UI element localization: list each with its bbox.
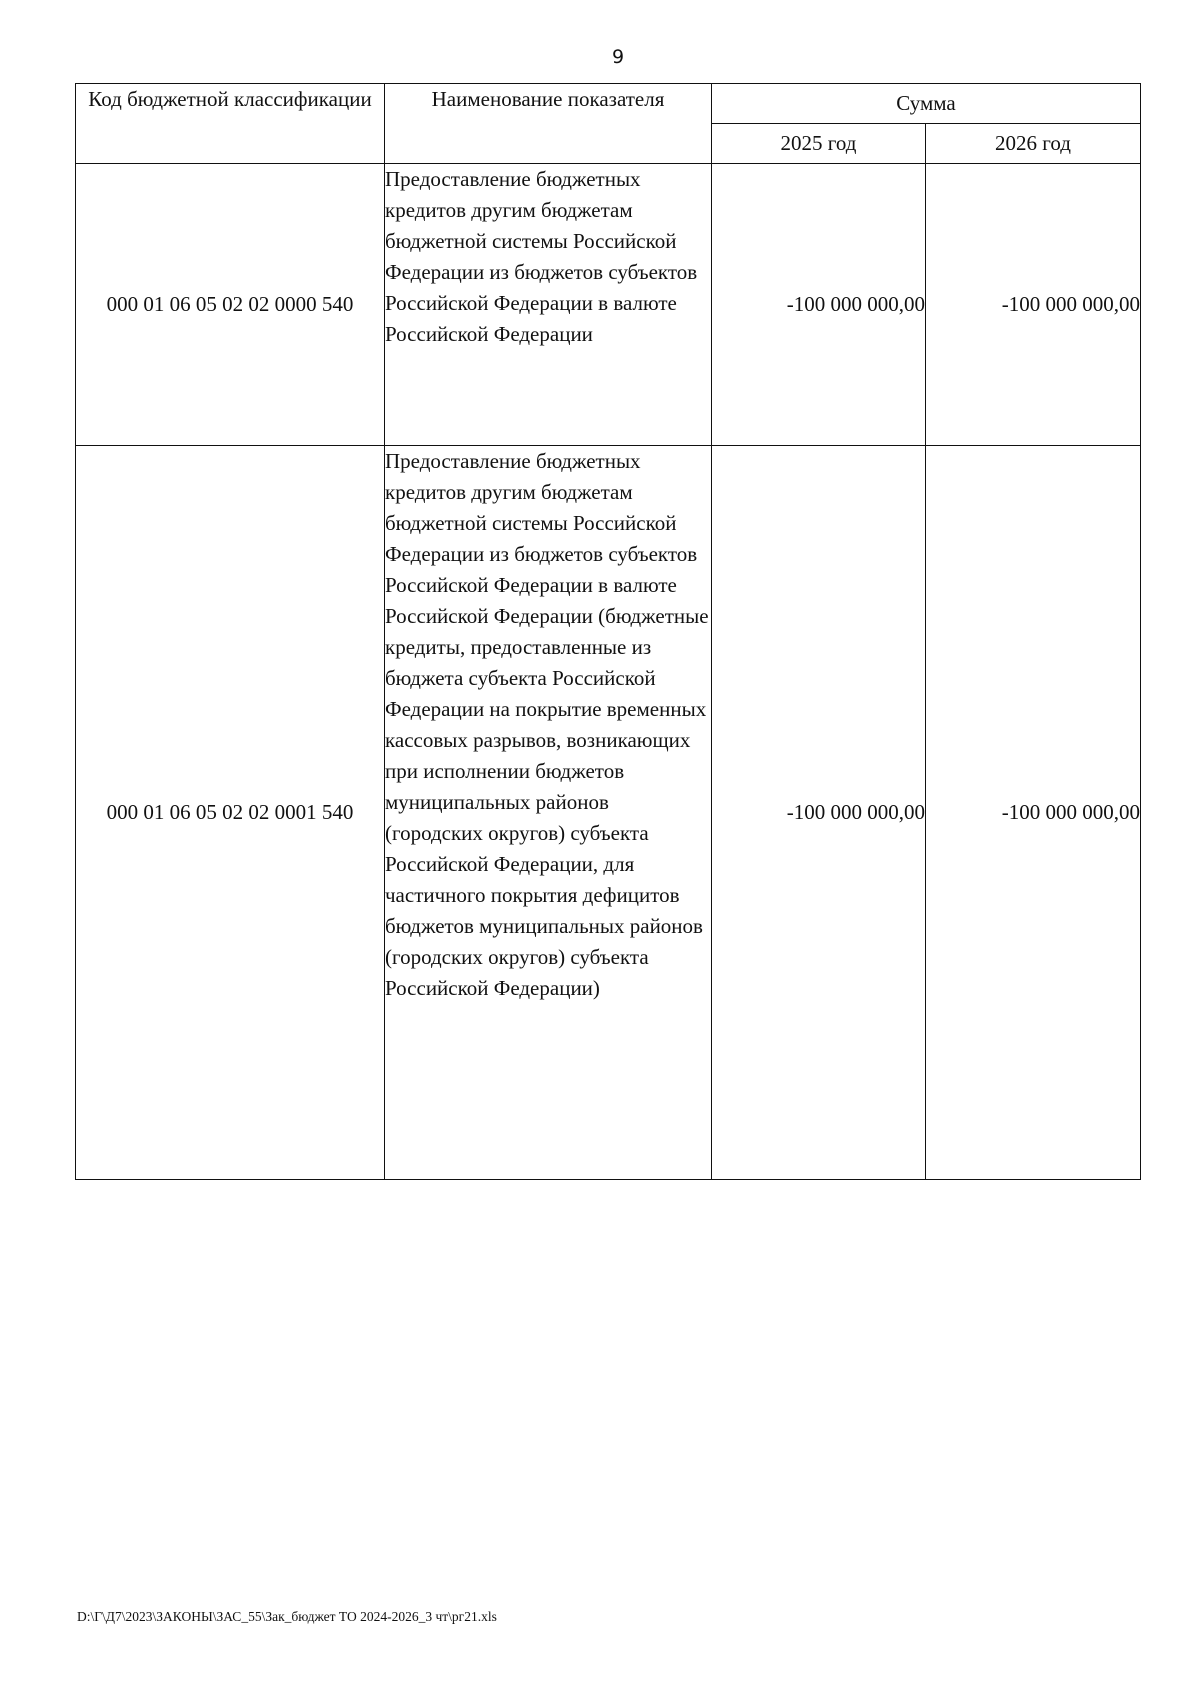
row-amount-2025: -100 000 000,00 xyxy=(712,446,926,1180)
table-row xyxy=(76,164,1141,446)
page-number: 9 xyxy=(611,46,625,68)
header-year-2025: 2025 год xyxy=(712,124,926,164)
header-year-2026: 2026 год xyxy=(926,124,1141,164)
table-row xyxy=(76,446,1141,1180)
row-amount-2025: -100 000 000,00 xyxy=(712,164,926,446)
header-row-1 xyxy=(76,84,1141,124)
row-name: Предоставление бюджетных кредитов другим бюджетам бюджетной системы Российской Федерации из бюджетов субъектов Российской Федерации в валюте Российской Федерации xyxy=(385,164,712,446)
header-code: Код бюджетной классификации xyxy=(76,84,385,164)
row-amount-2026: -100 000 000,00 xyxy=(926,446,1141,1180)
header-name: Наименование показателя xyxy=(385,84,712,164)
header-sum: Сумма xyxy=(712,84,1141,124)
file-path-footer: D:\Г\Д7\2023\ЗАКОНЫ\ЗАС_55\Зак_бюджет ТО 2024-2026_3 чт\рг21.xls xyxy=(77,1609,497,1624)
row-code: 000 01 06 05 02 02 0001 540 xyxy=(76,446,385,1180)
budget-table xyxy=(75,83,1141,1180)
row-amount-2026: -100 000 000,00 xyxy=(926,164,1141,446)
row-name: Предоставление бюджетных кредитов другим бюджетам бюджетной системы Российской Федерации из бюджетов субъектов Российской Федерации в валюте Российской Федерации (бюджетные кредиты, предоставленные из бюджета субъекта Российской Федерации на покрытие временных кассовых разрывов, возникающих при исполнении бюджетов муниципальных районов (городских округов) субъекта Российской Федерации, для частичного покрытия дефицитов бюджетов муниципальных районов (городских округов) субъекта Российской Федерации) xyxy=(385,446,712,1180)
row-code: 000 01 06 05 02 02 0000 540 xyxy=(76,164,385,446)
